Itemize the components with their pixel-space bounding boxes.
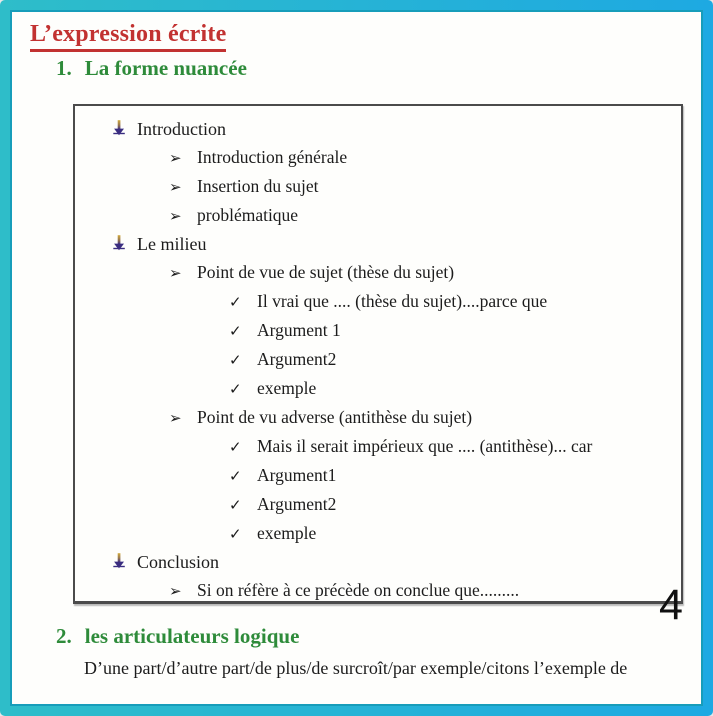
articulators-text: D’une part/d’autre part/de plus/de surcroît/par exemple/citons l’exemple de	[84, 658, 628, 678]
outline-box	[73, 104, 683, 629]
outline-item-label: problématique	[197, 205, 299, 225]
outline-item	[229, 374, 681, 403]
outline-item-label: exemple	[257, 523, 317, 543]
arrowhead-icon: ➢	[169, 264, 182, 282]
arrowhead-icon: ➢	[169, 149, 182, 167]
outline-item-label: Argument1	[257, 465, 337, 485]
checkmark-icon: ✓	[229, 322, 242, 340]
page-number: 4	[659, 581, 683, 629]
outline-item	[229, 432, 681, 461]
section-1-number: 1.	[56, 56, 72, 80]
outline-item-label: Si on réfère à ce précède on conclue que.........	[197, 580, 520, 600]
outline-item-label: Introduction	[137, 119, 226, 139]
outline-item	[169, 201, 681, 230]
outline-item-label: Argument2	[257, 349, 337, 369]
outline-item	[169, 143, 681, 172]
down-arrow-bullet-icon	[111, 232, 137, 260]
outline-item	[169, 403, 681, 432]
outline-item-label: Point de vue de sujet (thèse du sujet)	[197, 262, 455, 282]
checkmark-icon: ✓	[229, 525, 242, 543]
checkmark-icon: ✓	[229, 467, 242, 485]
outline-item-label: Argument2	[257, 494, 337, 514]
outline-item-label: Point de vu adverse (antithèse du sujet)	[197, 407, 473, 427]
document-page	[12, 12, 701, 704]
down-arrow-bullet-icon	[111, 550, 137, 578]
outline-list	[75, 115, 681, 605]
checkmark-icon: ✓	[229, 496, 242, 514]
outline-item-label: Argument 1	[257, 320, 341, 340]
outline-item	[229, 519, 681, 548]
outline-item	[229, 490, 681, 519]
outline-item-label: Mais il serait impérieux que .... (antithèse)... car	[257, 436, 593, 456]
outline-item-label: Introduction générale	[197, 147, 348, 167]
outline-item	[229, 316, 681, 345]
outline-item	[111, 230, 681, 258]
outline-item	[169, 576, 681, 605]
outline-item	[229, 345, 681, 374]
page-title: L’expression écrite	[30, 20, 226, 52]
checkmark-icon: ✓	[229, 351, 242, 369]
checkmark-icon: ✓	[229, 380, 242, 398]
section-2-number: 2.	[56, 624, 72, 648]
outline-item-label: Conclusion	[137, 552, 220, 572]
arrowhead-icon: ➢	[169, 178, 182, 196]
arrowhead-icon: ➢	[169, 207, 182, 225]
outline-item-label: Il vrai que .... (thèse du sujet)....parce que	[257, 291, 548, 311]
outline-item	[111, 115, 681, 143]
arrowhead-icon: ➢	[169, 582, 182, 600]
section-1-label: La forme nuancée	[84, 56, 247, 80]
outline-item	[169, 258, 681, 287]
section-2-heading	[56, 624, 299, 648]
section-2-label: les articulateurs logique	[84, 624, 300, 648]
outline-item	[229, 287, 681, 316]
outline-item	[169, 172, 681, 201]
down-arrow-bullet-icon	[111, 117, 137, 145]
outline-item-label: Insertion du sujet	[197, 176, 319, 196]
outline-item	[111, 548, 681, 576]
arrowhead-icon: ➢	[169, 409, 182, 427]
outline-item	[229, 461, 681, 490]
checkmark-icon: ✓	[229, 293, 242, 311]
outline-item-label: Le milieu	[137, 234, 207, 254]
outline-item-label: exemple	[257, 378, 317, 398]
section-1-heading	[56, 56, 247, 80]
checkmark-icon: ✓	[229, 438, 242, 456]
